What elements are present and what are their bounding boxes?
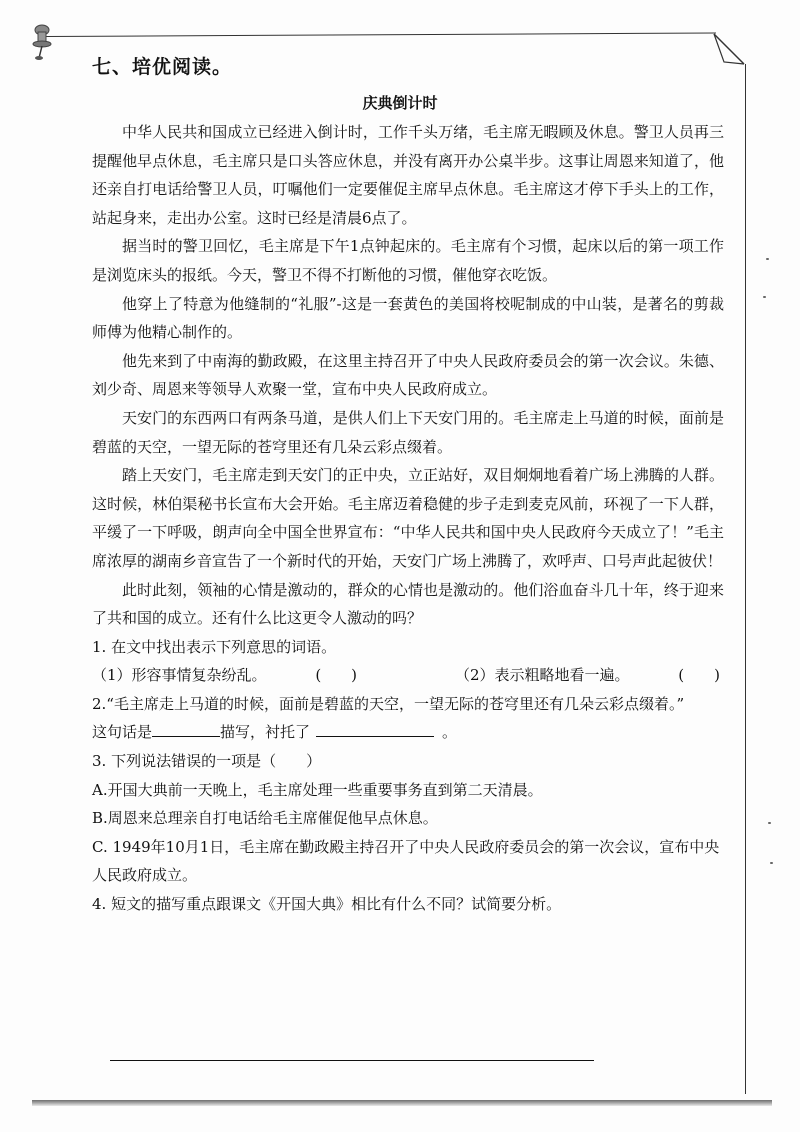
article-paragraph: 天安门的东西两口有两条马道，是供人们上下天安门用的。毛主席走上马道的时候，面前是碧蓝的天空，一望无际的苍穹里还有几朵云彩点缀着。 xyxy=(92,408,724,456)
article-paragraph: 他穿上了特意为他缝制的“礼服”-这是一套黄色的美国将校呢制成的中山装，是著名的剪裁师傅为他精心制作的。 xyxy=(92,294,724,342)
question-2-fill-line: 这句话是 描写，衬托了 。 xyxy=(92,718,724,747)
answer-blank-1[interactable]: ( ) xyxy=(315,666,358,685)
article-paragraph: 踏上天安门，毛主席走到天安门的正中央，立正站好，双目炯炯地看着广场上沸腾的人群。这时候，林伯渠秘书长宣布大会开始。毛主席迈着稳健的步子走到麦克风前，环视了一下人群，平缓了一下呼吸，朗声向全中国全世界宣布：“中华人民共和国中央人民政府今天成立了！”毛主席浓厚的湖南乡音宣告了一个新时代的开始，天安门广场上沸腾了，欢呼声、口号声此起彼伏！ xyxy=(92,466,724,570)
question-1-item-1: （1）形容事情复杂纷乱。 ( ) xyxy=(92,666,358,685)
section-title: 七、培优阅读。 xyxy=(92,56,233,78)
question-1-items xyxy=(92,661,724,690)
fill-blank-description-type[interactable] xyxy=(152,720,220,737)
question-4-answer-line[interactable] xyxy=(110,1060,594,1061)
scan-speck xyxy=(763,296,766,298)
article-title: 庆典倒计时 xyxy=(362,94,438,112)
folded-corner-icon xyxy=(712,32,746,66)
scan-speck xyxy=(768,822,771,824)
article-paragraph: 据当时的警卫回忆，毛主席是下午1点钟起床的。毛主席有个习惯，起床以后的第一项工作是浏览床头的报纸。今天，警卫不得不打断他的习惯，催他穿衣吃饭。 xyxy=(92,237,724,284)
scan-bottom-edge xyxy=(32,1100,772,1106)
article-paragraph: 他先来到了中南海的勤政殿，在这里主持召开了中央人民政府委员会的第一次会议。朱德、刘少奇、周恩来等领导人欢聚一堂，宣布中央人民政府成立。 xyxy=(92,351,724,399)
question-3-stem: 3. 下列说法错误的一项是（ ） xyxy=(92,752,322,771)
question-1-item-2: （2）表示粗略地看一遍。 ( ) xyxy=(454,666,720,685)
reading-content xyxy=(92,118,724,919)
page-border-right xyxy=(745,64,746,1094)
question-2-stem: 2.“毛主席走上马道的时候，面前是碧蓝的天空，一望无际的苍穹里还有几朵云彩点缀着。” xyxy=(92,694,685,713)
question-3-option-c[interactable]: C. 1949年10月1日，毛主席在勤政殿主持召开了中央人民政府委员会的第一次会议，宣布中央人民政府成立。 xyxy=(92,837,720,885)
question-3-option-b[interactable]: B.周恩来总理亲自打电话给毛主席催促他早点休息。 xyxy=(92,809,438,828)
article-paragraph: 此时此刻，领袖的心情是激动的，群众的心情也是激动的。他们浴血奋斗几十年，终于迎来了共和国的成立。还有什么比这更令人激动的吗？ xyxy=(92,580,724,628)
pushpin-icon xyxy=(28,22,56,62)
fill-blank-contrast[interactable] xyxy=(316,720,434,737)
article-paragraph: 中华人民共和国成立已经进入倒计时，工作千头万绪，毛主席无暇顾及休息。警卫人员再三提醒他早点休息，毛主席只是口头答应休息，并没有离开办公桌半步。这事让周恩来知道了，他还亲自打电话给警卫人员，叮嘱他们一定要催促主席早点休息。毛主席这才停下手头上的工作，站起身来，走出办公室。这时已经是清晨6点了。 xyxy=(92,123,724,227)
answer-blank-2[interactable]: ( ) xyxy=(678,666,720,685)
question-4-stem: 4. 短文的描写重点跟课文《开国大典》相比有什么不同？试简要分析。 xyxy=(92,895,562,914)
question-3-option-a[interactable]: A.开国大典前一天晚上，毛主席处理一些重要事务直到第二天清晨。 xyxy=(92,780,543,799)
scan-speck xyxy=(770,862,773,864)
page-border-top xyxy=(46,32,716,37)
question-1-stem: 1. 在文中找出表示下列意思的词语。 xyxy=(92,637,337,656)
scan-speck xyxy=(766,258,769,260)
